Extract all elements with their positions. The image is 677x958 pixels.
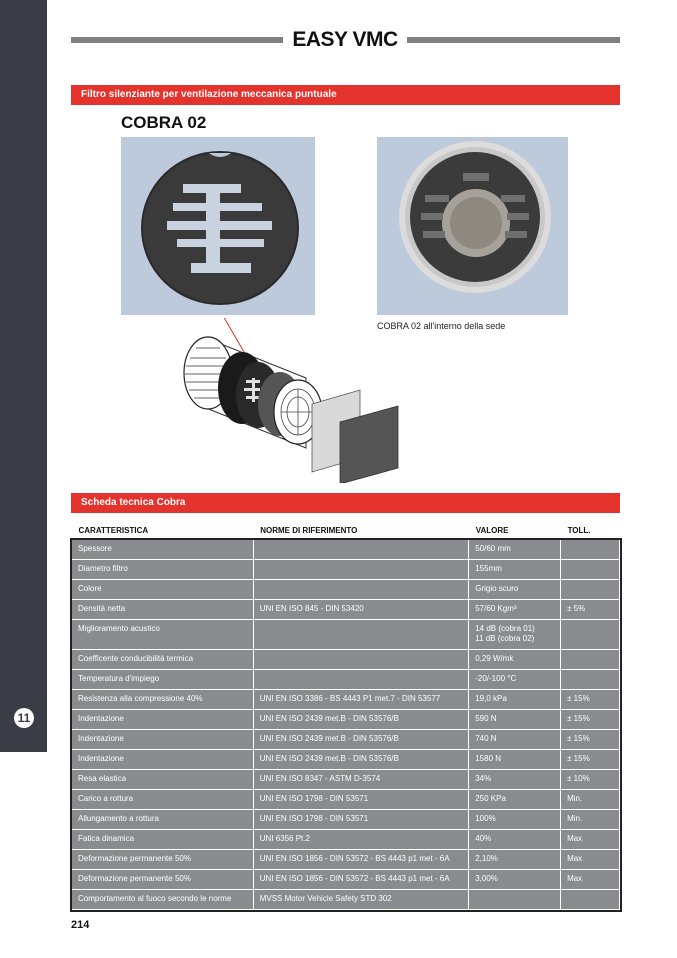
page-number: 214 [71, 919, 90, 931]
cell-toll: ± 5% [561, 600, 620, 620]
cell-caratteristica: Indentazione [72, 710, 254, 730]
cell-caratteristica: Indentazione [72, 730, 254, 750]
spec-table-body [72, 540, 620, 910]
cell-valore: 3,00% [469, 870, 561, 890]
cell-caratteristica: Densità netta [72, 600, 254, 620]
cell-norme: UNI EN ISO 1798 - DIN 53571 [253, 790, 469, 810]
cell-toll: Max [561, 830, 620, 850]
cell-norme [253, 580, 469, 600]
cell-valore: 0,29 W/mk [469, 650, 561, 670]
cell-valore: 40% [469, 830, 561, 850]
cell-toll [561, 620, 620, 650]
table-row [72, 690, 620, 710]
table-row [72, 560, 620, 580]
title-rule-left [71, 37, 283, 43]
cell-toll: Max [561, 850, 620, 870]
cell-norme: UNI EN ISO 845 - DIN 53420 [253, 600, 469, 620]
cell-valore: 2,10% [469, 850, 561, 870]
cell-valore: 1580 N [469, 750, 561, 770]
chapter-number-badge: 11 [14, 708, 34, 728]
cell-norme: UNI EN ISO 3386 - BS 4443 P1 met.7 - DIN 53577 [253, 690, 469, 710]
cell-caratteristica: Deformazione permanente 50% [72, 850, 254, 870]
cell-valore: 590 N [469, 710, 561, 730]
cell-toll: ± 15% [561, 690, 620, 710]
spec-table [71, 524, 620, 910]
product-name: COBRA 02 [121, 113, 207, 132]
cell-caratteristica: Carico a rottura [72, 790, 254, 810]
cell-norme: UNI EN ISO 2439 met.B - DIN 53576/B [253, 730, 469, 750]
cell-caratteristica: Fatica dinamica [72, 830, 254, 850]
cell-caratteristica: Allungamento a rottura [72, 810, 254, 830]
table-row [72, 890, 620, 910]
cell-norme: UNI EN ISO 1856 - DIN 53572 - BS 4443 p1 met - 6A [253, 850, 469, 870]
cell-norme [253, 560, 469, 580]
cell-caratteristica: Miglioramento acustico [72, 620, 254, 650]
header [71, 28, 620, 52]
cell-valore: 155mm [469, 560, 561, 580]
cell-caratteristica: Colore [72, 580, 254, 600]
cell-valore: 57/60 Kgm³ [469, 600, 561, 620]
cell-toll: ± 10% [561, 770, 620, 790]
cell-caratteristica: Coefficente conducibilità termica [72, 650, 254, 670]
table-row [72, 830, 620, 850]
cell-toll: Min. [561, 810, 620, 830]
table-row [72, 870, 620, 890]
cell-toll: Max [561, 870, 620, 890]
cell-norme: UNI EN ISO 1798 - DIN 53571 [253, 810, 469, 830]
cell-norme [253, 670, 469, 690]
cell-norme: UNI EN ISO 1856 - DIN 53572 - BS 4443 p1 met - 6A [253, 870, 469, 890]
cell-norme: UNI EN ISO 8347 - ASTM D-3574 [253, 770, 469, 790]
filter-in-seat-photo [377, 137, 568, 315]
cell-valore [469, 890, 561, 910]
section-title-spec: Scheda tecnica Cobra [71, 493, 620, 513]
cell-norme [253, 620, 469, 650]
cell-caratteristica: Comportamento al fuoco secondo le norme [72, 890, 254, 910]
cell-caratteristica: Deformazione permanente 50% [72, 870, 254, 890]
cell-valore: 19,0 kPa [469, 690, 561, 710]
document-title: EASY VMC [292, 28, 398, 51]
cell-toll [561, 650, 620, 670]
photo-caption: COBRA 02 all'interno della sede [377, 321, 506, 331]
cell-valore: 14 dB (cobra 01) 11 dB (cobra 02) [469, 620, 561, 650]
cell-toll [561, 540, 620, 560]
cell-toll: ± 15% [561, 750, 620, 770]
cell-caratteristica: Resistenza alla compressione 40% [72, 690, 254, 710]
header-valore: VALORE [475, 525, 509, 535]
cell-norme [253, 650, 469, 670]
cell-norme: MVSS Motor Vehicle Safety STD 302 [253, 890, 469, 910]
cell-norme: UNI 6356 Pt.2 [253, 830, 469, 850]
cell-valore: 34% [469, 770, 561, 790]
table-row [72, 620, 620, 650]
cell-caratteristica: Spessore [72, 540, 254, 560]
table-row [72, 670, 620, 690]
table-row [72, 650, 620, 670]
table-header-row [72, 524, 620, 540]
cell-toll: ± 15% [561, 710, 620, 730]
table-row [72, 810, 620, 830]
cell-valore: -20/-100 °C [469, 670, 561, 690]
cell-toll [561, 580, 620, 600]
table-row [72, 580, 620, 600]
cell-norme: UNI EN ISO 2439 met.B - DIN 53576/B [253, 750, 469, 770]
section-title-filter: Filtro silenziante per ventilazione meccanica puntuale [71, 85, 620, 105]
cell-norme [253, 540, 469, 560]
filter-photo [121, 137, 315, 315]
table-row [72, 730, 620, 750]
title-rule-right [407, 37, 620, 43]
cell-valore: 100% [469, 810, 561, 830]
cell-caratteristica: Diametro filtro [72, 560, 254, 580]
table-row [72, 600, 620, 620]
table-row [72, 710, 620, 730]
header-caratteristica: CARATTERISTICA [78, 525, 149, 535]
table-row [72, 770, 620, 790]
cell-caratteristica: Indentazione [72, 750, 254, 770]
cell-valore: 250 KPa [469, 790, 561, 810]
exploded-diagram [176, 318, 406, 483]
cell-valore: 50/60 mm [469, 540, 561, 560]
cell-caratteristica: Resa elastica [72, 770, 254, 790]
cell-toll [561, 890, 620, 910]
cell-toll [561, 560, 620, 580]
table-row [72, 790, 620, 810]
cell-toll: Min. [561, 790, 620, 810]
cell-caratteristica: Temperatura d'impiego [72, 670, 254, 690]
table-row [72, 540, 620, 560]
cell-toll: ± 15% [561, 730, 620, 750]
cell-toll [561, 670, 620, 690]
chapter-side-bar [0, 0, 47, 752]
cell-norme: UNI EN ISO 2439 met.B - DIN 53576/B [253, 710, 469, 730]
cell-valore: 740 N [469, 730, 561, 750]
cell-valore: Grigio scuro [469, 580, 561, 600]
table-row [72, 750, 620, 770]
header-norme: NORME DI RIFERIMENTO [260, 525, 358, 535]
header-toll: TOLL. [567, 525, 591, 535]
table-row [72, 850, 620, 870]
